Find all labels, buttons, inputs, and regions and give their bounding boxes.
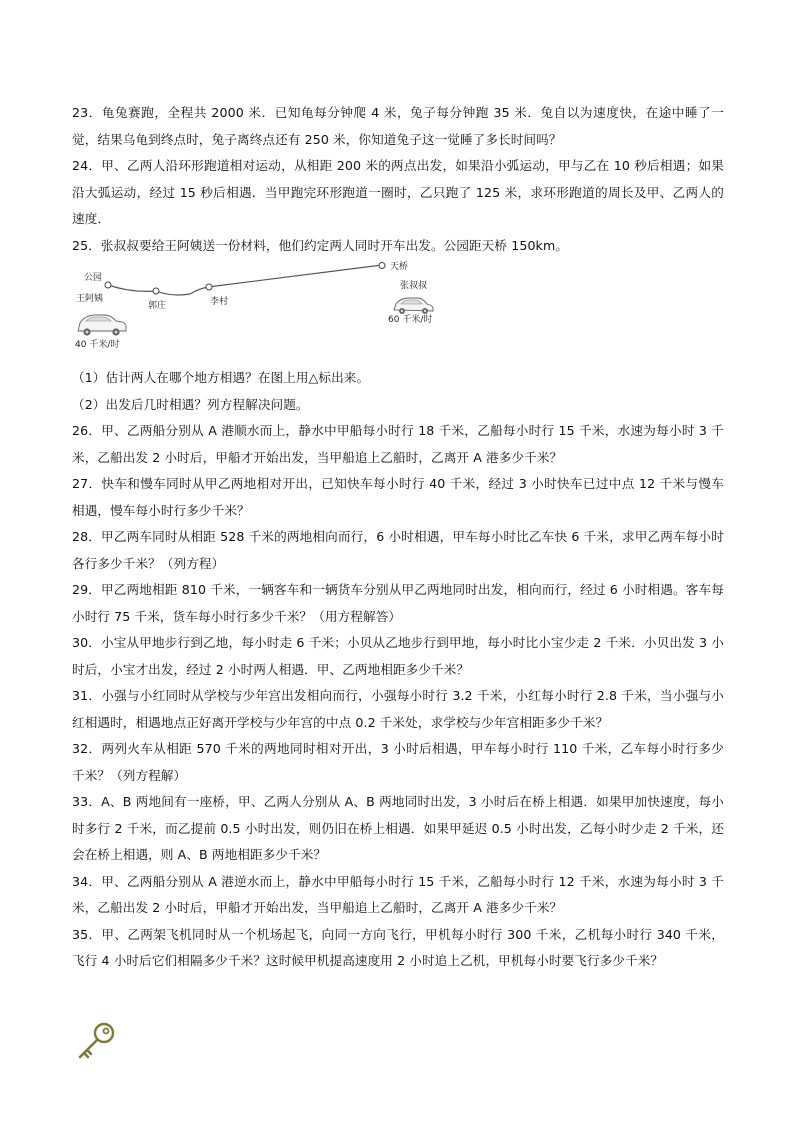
- licun-label: 李村: [210, 297, 229, 307]
- problem-25: 25．张叔叔要给王阿姨送一份材料，他们约定两人同时开车出发。公园距天桥 150km。: [72, 237, 569, 253]
- problem-33: 33．A、B 两地间有一座桥，甲、乙两人分别从 A、B 两地同时出发，3 小时后在桥上相遇．如果甲加快速度，每小时多行 2 千米，而乙提前 0.5 小时出发，则仍旧在桥上相遇．如果甲延迟 0.5 小时出发，乙每小时少走 2 千米，还会在桥上相遇，则 A、B 两地相距多少千米？: [72, 794, 724, 862]
- park-label: 公园: [84, 273, 103, 283]
- subquestion-2: （2）出发后几时相遇？列方程解决问题。: [72, 396, 309, 412]
- aunt-label: 王阿姨: [76, 294, 104, 304]
- guozhuang-label: 郭庄: [148, 301, 167, 311]
- key-icon: [74, 1020, 118, 1064]
- route-diagram: [72, 261, 724, 359]
- problem-26: 26．甲、乙两船分别从 A 港顺水而上，静水中甲船每小时行 18 千米，乙船每小时行 15 千米，水速为每小时 3 千米，乙船出发 2 小时后，甲船才开始出发，当甲船追上乙船时，乙离开 A 港多少千米？: [72, 423, 724, 465]
- guozhuang-point: [153, 288, 159, 294]
- problem-29: 29．甲乙两地相距 810 千米，一辆客车和一辆货车分别从甲乙两地同时出发，相向而行，经过 6 小时相遇。客车每小时行 75 千米，货车每小时行多少千米？（用方程解答）: [72, 582, 724, 624]
- problem-23: 23．龟兔赛跑，全程共 2000 米．已知龟每分钟爬 4 米，兔子每分钟跑 35 米．兔自以为速度快，在途中睡了一觉，结果乌龟到终点时，兔子离终点还有 250 米，你知道兔子这一觉睡了多长时间吗？: [72, 105, 724, 147]
- aunt-car-icon: [78, 315, 126, 336]
- problem-30: 30．小宝从甲地步行到乙地，每小时走 6 千米；小贝从乙地步行到甲地，每小时比小宝少走 2 千米．小贝出发 3 小时后，小宝才出发，经过 2 小时两人相遇．甲、乙两地相距多少千米？: [72, 635, 724, 677]
- problem-34: 34．甲、乙两船分别从 A 港逆水而上，静水中甲船每小时行 15 千米，乙船每小时行 12 千米，水速为每小时 3 千米，乙船出发 2 小时后，甲船才开始出发，当甲船追上乙船时，乙离开 A 港多少千米？: [72, 873, 724, 915]
- uncle-speed-label: 60 千米/时: [388, 315, 433, 325]
- bridge-label: 天桥: [390, 262, 409, 272]
- problem-24: 24．甲、乙两人沿环形跑道相对运动，从相距 200 米的两点出发，如果沿小弧运动，甲与乙在 10 秒后相遇；如果沿大弧运动，经过 15 秒后相遇．当甲跑完环形跑道一圈时，乙只跑了 125 米，求环形跑道的周长及甲、乙两人的速度．: [72, 158, 724, 226]
- subquestion-1: （1）估计两人在哪个地方相遇？在图上用△标出来。: [72, 370, 370, 385]
- bridge-point: [379, 263, 385, 269]
- problem-31: 31．小强与小红同时从学校与少年宫出发相向而行，小强每小时行 3.2 千米，小红每小时行 2.8 千米，当小强与小红相遇时，相遇地点正好离开学校与少年宫的中点 0.2 千米处，求学校与少年宫相距多少千米？: [72, 688, 724, 730]
- route-diagram-svg: [72, 261, 724, 359]
- problem-35: 35．甲、乙两架飞机同时从一个机场起飞，向同一方向飞行，甲机每小时行 300 千米，乙机每小时行 340 千米，飞行 4 小时后它们相隔多少千米？这时候甲机提高速度用 2 小时追上乙机，甲机每小时要飞行多少千米？: [72, 926, 724, 968]
- licun-point: [206, 284, 212, 290]
- problem-32: 32．两列火车从相距 570 千米的两地同时相对开出，3 小时后相遇，甲车每小时行 110 千米，乙车每小时行多少千米？（列方程解）: [72, 741, 724, 783]
- park-point: [105, 282, 111, 288]
- uncle-car-icon: [394, 298, 433, 314]
- road-line: [108, 265, 382, 295]
- problem-27: 27．快车和慢车同时从甲乙两地相对开出，已知快车每小时行 40 千米，经过 3 小时快车已过中点 12 千米与慢车相遇，慢车每小时行多少千米？: [72, 476, 724, 518]
- problem-list: [72, 100, 724, 975]
- uncle-label: 张叔叔: [400, 281, 428, 291]
- problem-28: 28．甲乙两车同时从相距 528 千米的两地相向而行，6 小时相遇，甲车每小时比乙车快 6 千米，求甲乙两车每小时各行多少千米？（列方程）: [72, 529, 724, 571]
- aunt-speed-label: 40 千米/时: [75, 340, 120, 350]
